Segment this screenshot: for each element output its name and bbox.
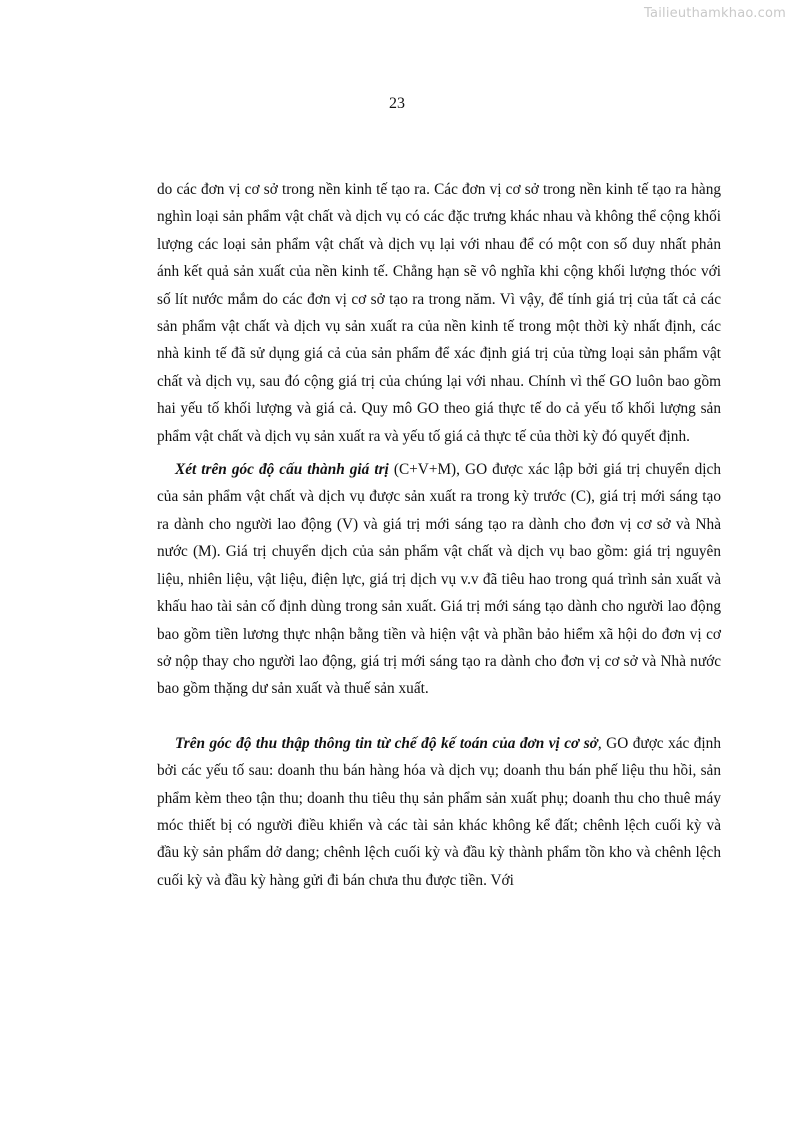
paragraph-1 — [157, 176, 721, 450]
paragraph-2 — [157, 456, 721, 703]
document-body — [157, 176, 721, 894]
paragraph-3-lead: Trên góc độ thu thập thông tin từ chế độ kế toán của đơn vị cơ sở — [175, 734, 598, 752]
paragraph-2-text: (C+V+M), GO được xác lập bởi giá trị chuyển dịch của sản phẩm vật chất và dịch vụ được sản xuất ra trong kỳ trước (C), giá trị mới sáng tạo ra dành cho người lao động (V) và giá trị mới sáng tạo ra dành cho đơn vị cơ sở và Nhà nước (M). Giá trị chuyển dịch của sản phẩm vật chất và dịch vụ bao gồm: giá trị nguyên liệu, nhiên liệu, vật liệu, điện lực, giá trị dịch vụ v.v đã tiêu hao trong quá trình sản xuất và khấu hao tài sản cố định dùng trong sản xuất. Giá trị mới sáng tạo dành cho người lao động bao gồm tiền lương thực nhận bằng tiền và hiện vật và phần bảo hiểm xã hội do đơn vị cơ sở nộp thay cho người lao động, giá trị mới sáng tạo ra dành cho đơn vị cơ sở và Nhà nước bao gồm thặng dư sản xuất và thuế sản xuất. — [157, 461, 721, 698]
paragraph-2-lead: Xét trên góc độ cấu thành giá trị — [175, 461, 389, 479]
paragraph-3-text: , GO được xác định bởi các yếu tố sau: doanh thu bán hàng hóa và dịch vụ; doanh thu bán phế liệu thu hồi, sản phẩm kèm theo tận thu; doanh thu tiêu thụ sản phẩm sản xuất phụ; doanh thu cho thuê máy móc thiết bị có người điều khiển và các tài sản khác không kể đất; chênh lệch cuối kỳ và đầu kỳ sản phẩm dở dang; chênh lệch cuối kỳ và đầu kỳ thành phẩm tồn kho và chênh lệch cuối kỳ và đầu kỳ hàng gửi đi bán chưa thu được tiền. Với — [157, 734, 721, 889]
watermark: Tailieuthamkhao.com — [644, 6, 786, 21]
paragraph-1-text: do các đơn vị cơ sở trong nền kinh tế tạo ra. Các đơn vị cơ sở trong nền kinh tế tạo ra hàng nghìn loại sản phẩm vật chất và dịch vụ có các đặc trưng khác nhau và không thể cộng khối lượng các loại sản phẩm vật chất và dịch vụ lại với nhau để có một con số duy nhất phản ánh kết quả sản xuất của nền kinh tế. Chẳng hạn sẽ vô nghĩa khi cộng khối lượng thóc với số lít nước mắm do các đơn vị cơ sở tạo ra trong năm. Vì vậy, để tính giá trị của tất cả các sản phẩm vật chất và dịch vụ sản xuất ra của nền kinh tế trong một thời kỳ nhất định, các nhà kinh tế đã sử dụng giá cả của sản phẩm để xác định giá trị của từng loại sản phẩm vật chất và dịch vụ, sau đó cộng giá trị của chúng lại với nhau. Chính vì thế GO luôn bao gồm hai yếu tố khối lượng và giá cả. Quy mô GO theo giá thực tế do cả yếu tố khối lượng sản phẩm vật chất và dịch vụ sản xuất ra và yếu tố giá cả thực tế của thời kỳ đó quyết định. — [157, 181, 721, 445]
paragraph-3 — [157, 730, 721, 894]
page-number: 23 — [389, 95, 405, 112]
